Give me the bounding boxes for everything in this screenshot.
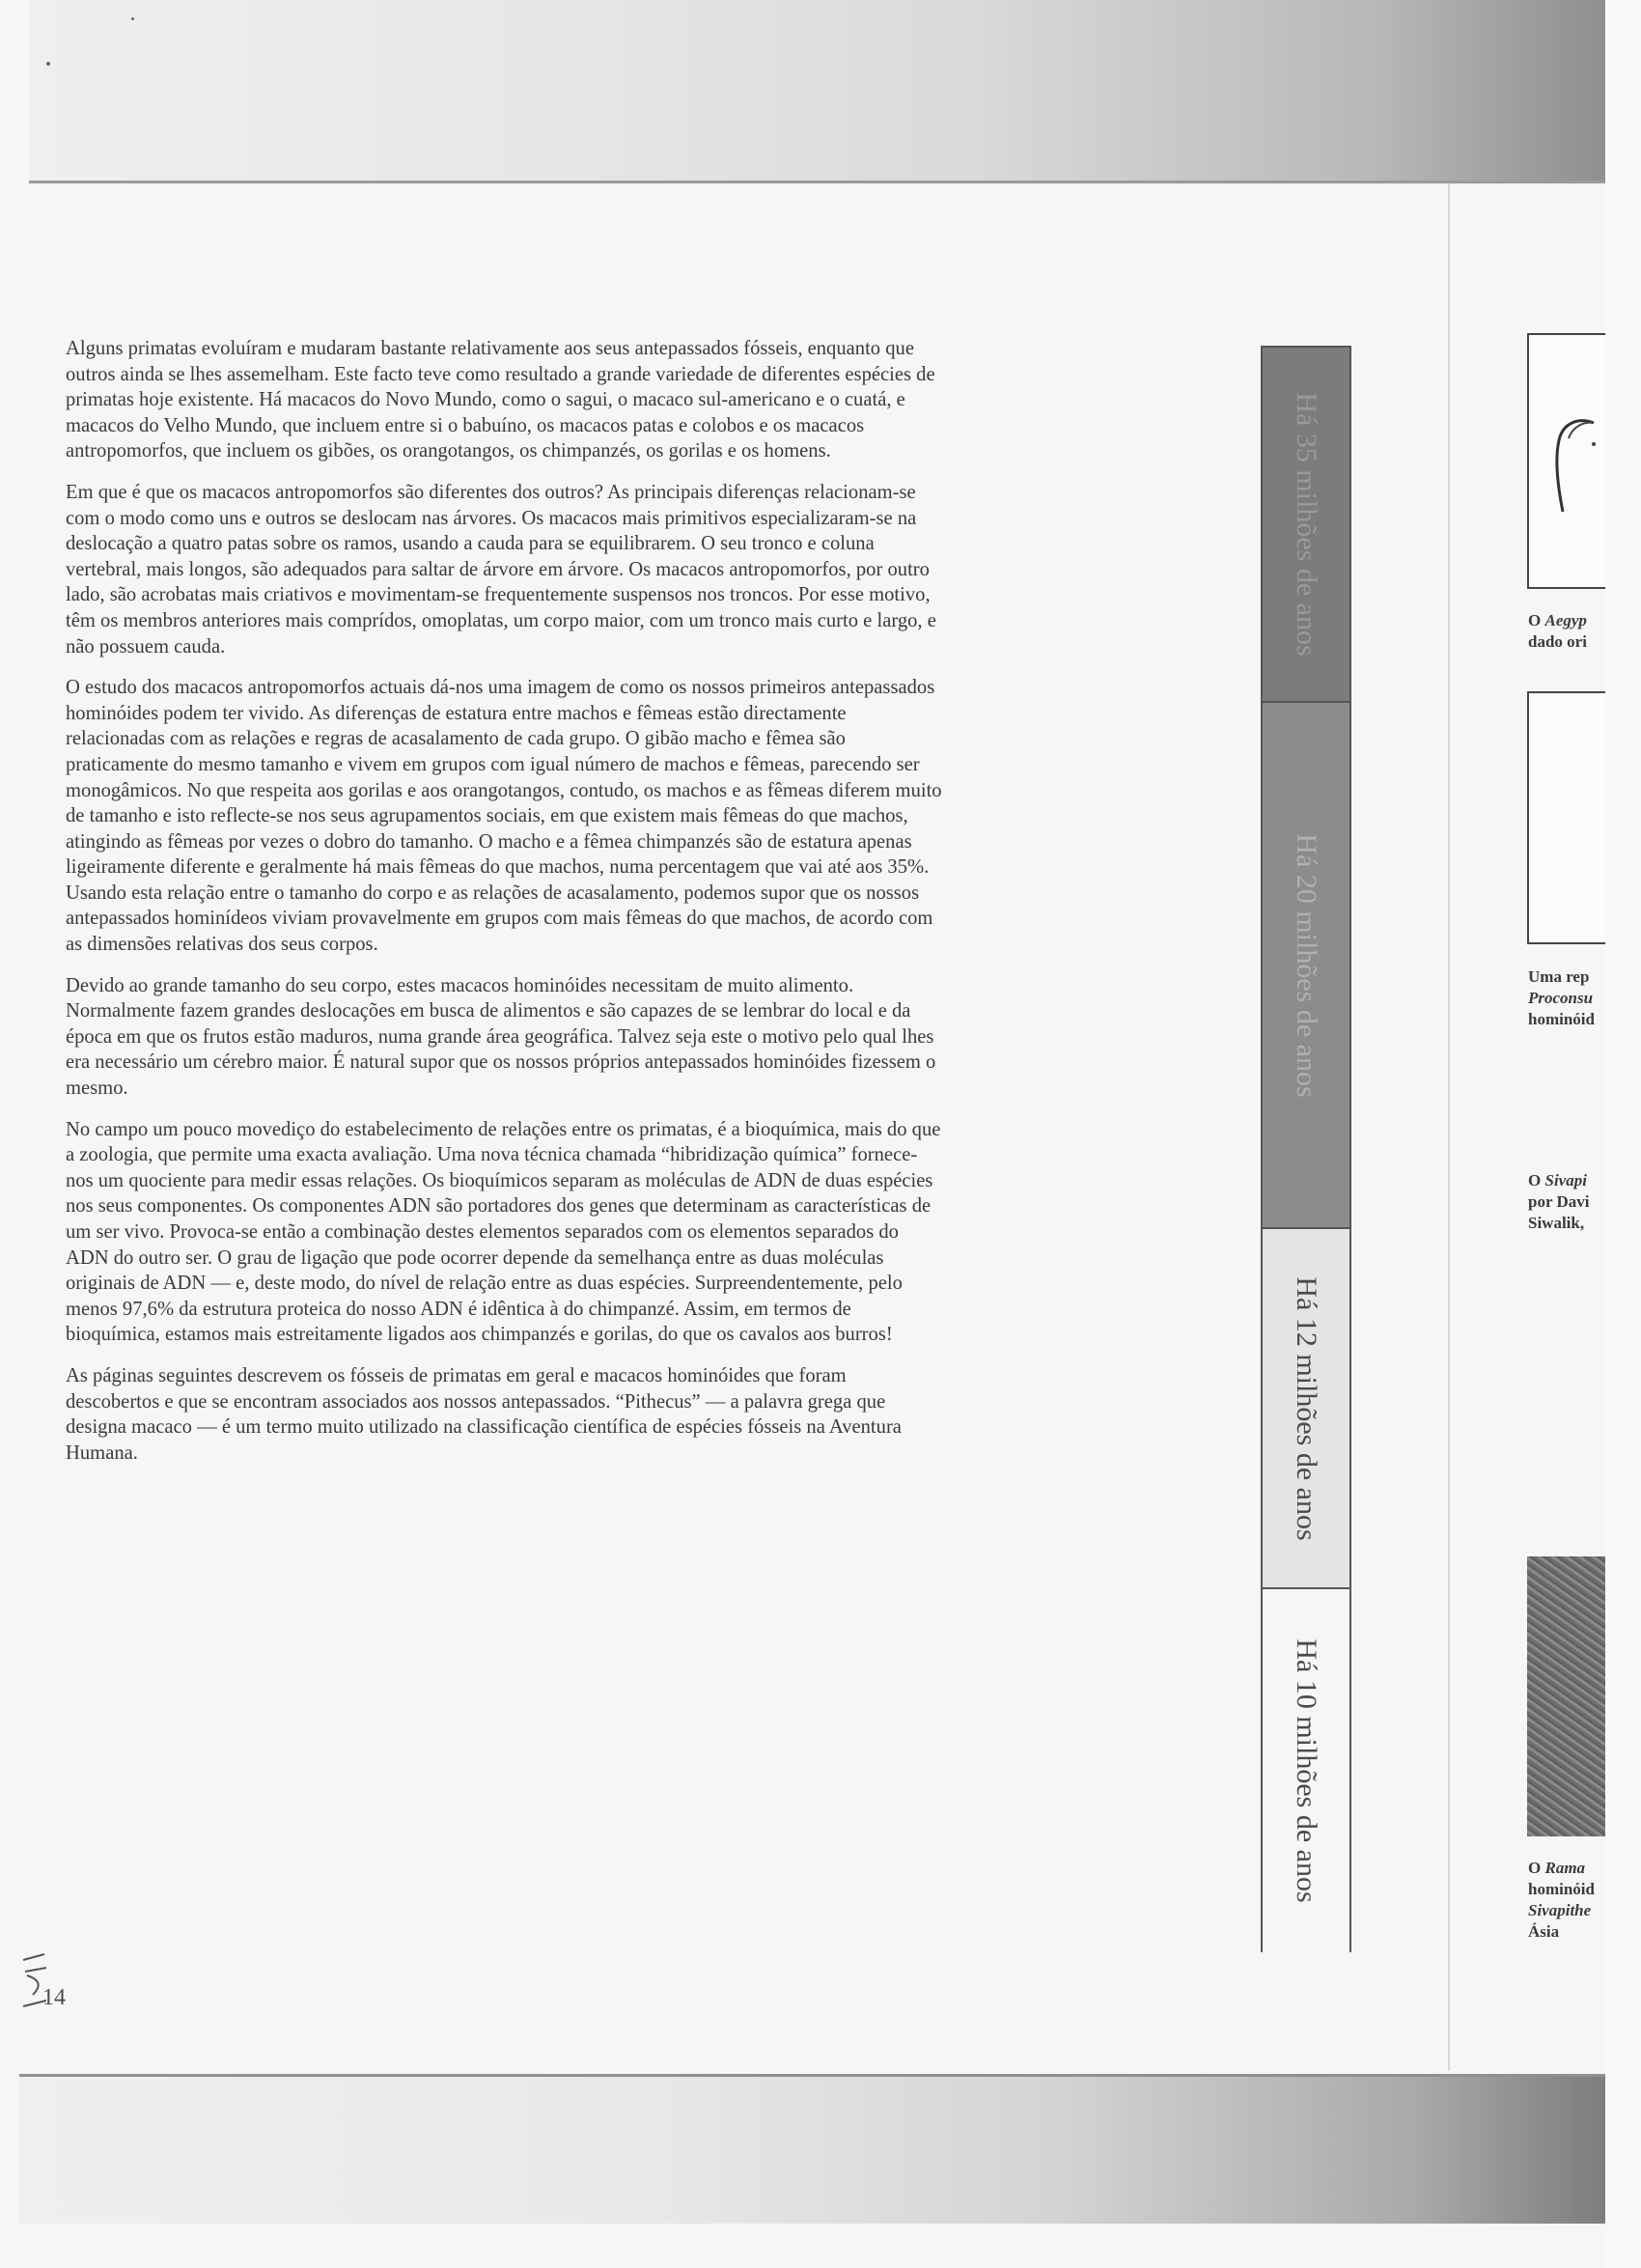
timeline-segment [1263,1589,1349,1952]
timeline-segment [1263,703,1349,1229]
timeline-label: Há 12 milhões de anos [1291,1275,1322,1541]
page-fold-line [1448,183,1450,2071]
paragraph: No campo um pouco movediço do estabelecimento de relações entre os primatas, é a bioquímica, mais do que a zoologia, que permite uma exacta avaliação. Uma nova técnica chamada “hibridização química” fornece-nos um quociente para medir essas relações. Os bioquímicos separam as moléculas de ADN de duas espécies nos seus componentes. Os componentes ADN são portadores dos genes que determinam as características de um ser vivo. Provoca-se então a combinação destes elementos separados com os elementos separados do ADN do outro ser. O grau de ligação que pode ocorrer depende da semelhança entre as duas moléculas originais de ADN — e, deste modo, do nível de relação entre as duas espécies. Surpreendentemente, pelo menos 97,6% da estrutura proteica do nosso ADN é idêntica à do chimpanzé. Assim, em termos de bioquímica, estamos mais estreitamente ligados aos chimpanzés e gorilas, do que os cavalos aos burros! [66,1118,941,1346]
timeline-label: Há 20 milhões de anos [1291,832,1322,1098]
paragraph: Alguns primatas evoluíram e mudaram bastante relativamente aos seus antepassados fósseis, enquanto que outros ainda se lhes assemelham. Este facto teve como resultado a grande variedade de diferentes espécies de primatas hoje existente. Há macacos do Novo Mundo, como o sagui, o macaco sul-americano e o cuatá, e macacos do Velho Mundo, que incluem entre si o babuíno, os macacos patas e colobos e os macacos antropomorfos, que incluem os gibões, os orangotangos, os chimpanzés, os gorilas e os homens. [66,338,935,462]
figure-frame [1527,691,1605,944]
page-number: 14 [42,1985,66,2010]
scan-shadow-bottom [19,2074,1607,2224]
timeline-label: Há 10 milhões de anos [1291,1638,1322,1903]
timeline-segment [1263,348,1349,703]
paragraph: Devido ao grande tamanho do seu corpo, estes macacos hominóides necessitam de muito alimento. Normalmente fazem grandes deslocações em busca de alimentos e são capazes de se lembrar do local e da época em que os frutos estão maduros, numa grande área geográfica. Talvez seja este o motivo pelo qual lhes era necessário um cérebro maior. É natural supor que os nossos próprios antepassados hominóides fizessem o mesmo. [66,974,936,1100]
paragraph: O estudo dos macacos antropomorfos actuais dá-nos uma imagem de como os nossos primeiros antepassados hominóides podem ter vivido. As diferenças de estatura entre machos e fêmeas estão directamente relacionadas com as relações e regras de acasalamento de cada grupo. O gibão macho e fêmea são praticamente do mesmo tamanho e vivem em grupos com igual número de machos e fêmeas, parecendo ser monogâmicos. No que respeita aos gorilas e aos orangotangos, contudo, os machos e as fêmeas diferem muito de tamanho e isto reflecte-se nos seus agrupamentos sociais, em que existem mais fêmeas do que machos, atingindo as fêmeas por vezes o dobro do tamanho. O macho e a fêmea chimpanzés são de estatura apenas ligeiramente diferente e geralmente há mais fêmeas do que machos, numa percentagem que vai até aos 35%. Usando esta relação entre o tamanho do corpo e as relações de acasalamento, podemos supor que os nossos antepassados hominídeos viviam provavelmente em grupos com mais fêmeas do que machos, de acordo com as dimensões relativas dos seus corpos. [66,677,942,956]
paragraph: Em que é que os macacos antropomorfos são diferentes dos outros? As principais diferenças relacionam-se com o modo como uns e outros se deslocam nas árvores. Os macacos mais primitivos especializaram-se na deslocação a quatro patas sobre os ramos, usando a cauda para se equilibrarem. O seu tronco e coluna vertebral, mais longos, são adequados para saltar de árvore em árvore. Os macacos antropomorfos, por outro lado, são acrobatas mais criativos e movimentam-se frequentemente suspensos nos troncos. Por esse motivo, têm os membros anteriores mais comprídos, omoplatas, um corpo maior, com um tronco mais curto e largo, e não possuem cauda. [66,481,936,658]
timeline-bar [1261,346,1351,1952]
skull-illustration-icon [1549,415,1599,531]
figure-caption: O Rama hominóid Sivapithe Ásia [1528,1859,1595,1941]
figure-caption: Uma rep Proconsu hominóid [1528,967,1595,1028]
scan-speck [131,17,134,20]
figure-caption: O Sivapi por Davi Siwalik, [1528,1171,1590,1232]
timeline-segment [1263,1229,1349,1589]
fossil-photo [1527,1556,1605,1836]
scan-shadow-top [29,0,1612,183]
scan-right-edge [1605,0,1641,2268]
timeline-label: Há 35 milhões de anos [1291,392,1322,657]
paragraph: As páginas seguintes descrevem os fósseis de primatas em geral e macacos hominóides que foram descobertos e que se encontram associados aos nossos antepassados. “Pithecus” — a palavra grega que designa macaco — é um termo muito utilizado na classificação científica de espécies fósseis na Aventura Humana. [66,1364,902,1464]
figure-caption: O Aegyp dado ori [1528,611,1587,651]
article-body [66,336,944,1481]
scan-speck [46,62,50,66]
